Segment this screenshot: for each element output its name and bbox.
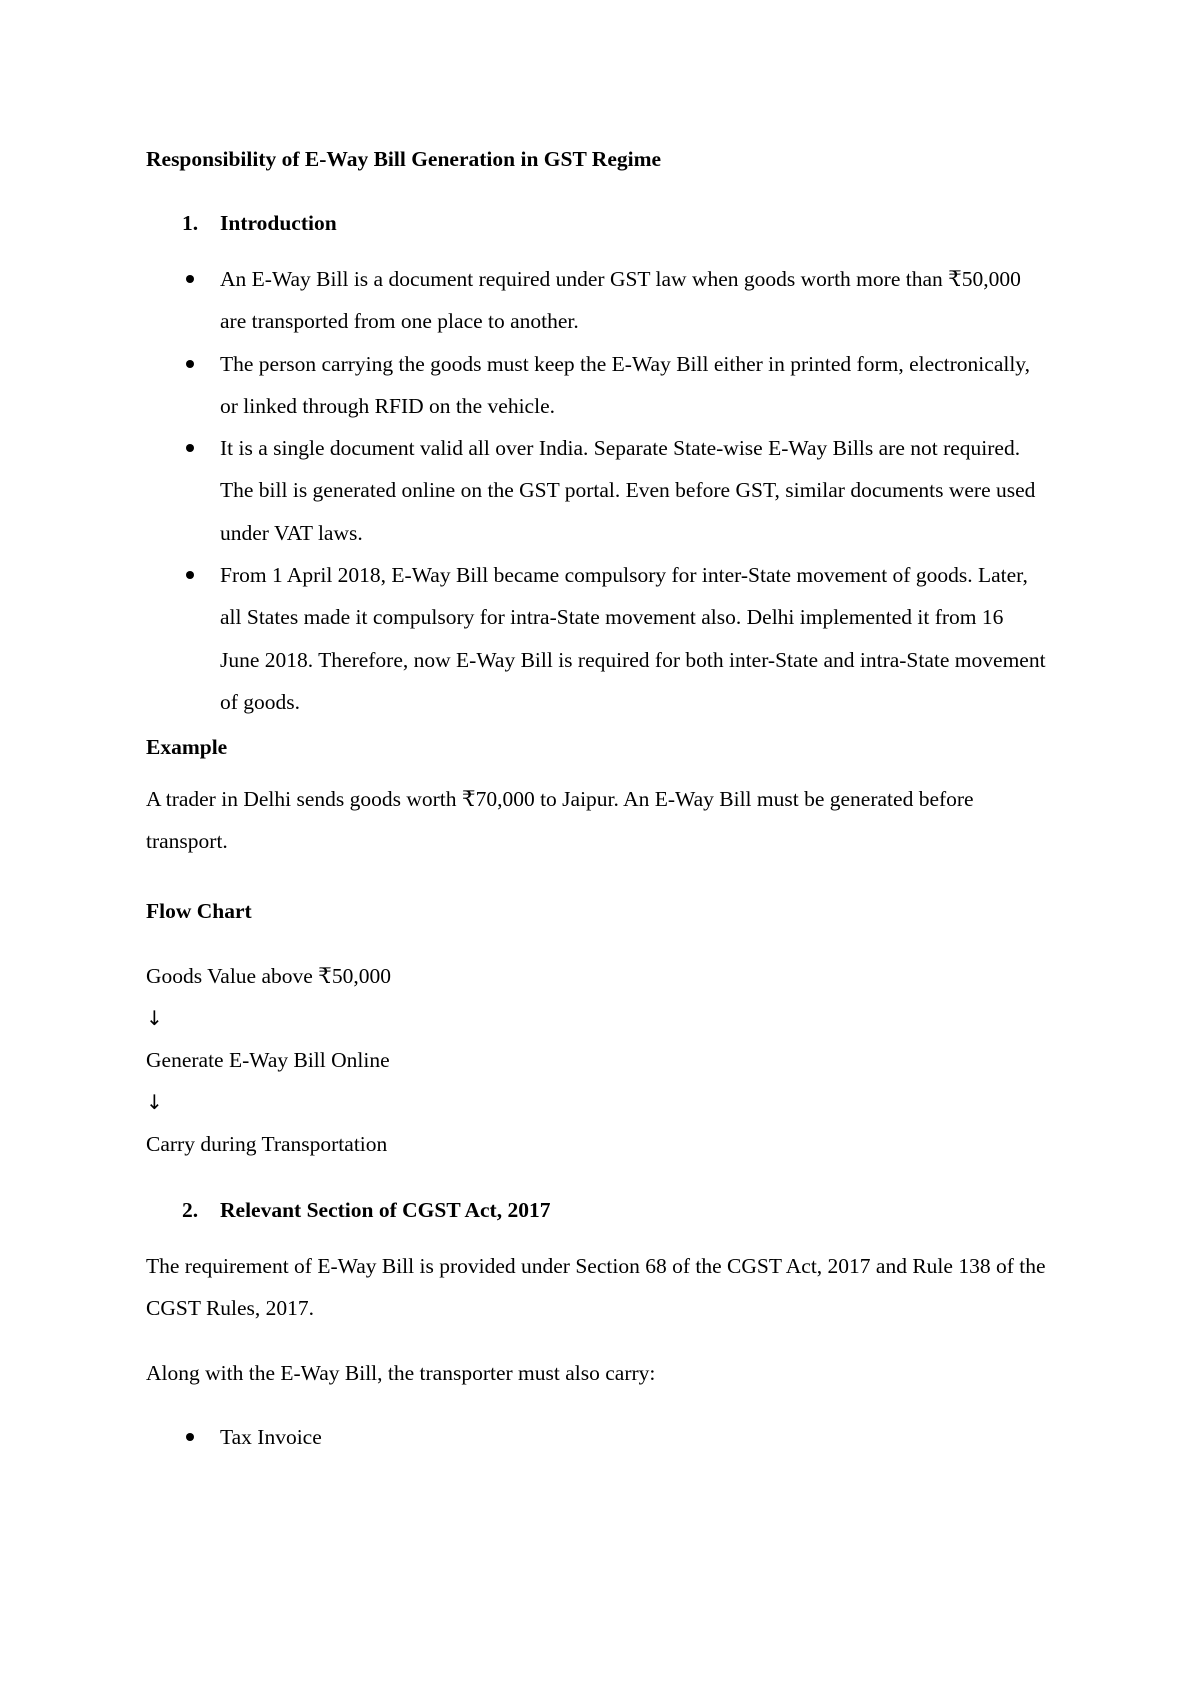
example-heading: Example bbox=[146, 735, 228, 759]
section-2-paragraph-2: Along with the E-Way Bill, the transporter must also carry: bbox=[146, 1361, 656, 1385]
bullet-text: The person carrying the goods must keep the E-Way Bill either in printed form, electronically, or linked through RFID on the vehicle. bbox=[220, 351, 1031, 418]
flowchart-step-1: Goods Value above ₹50,000 bbox=[146, 964, 391, 988]
documents-bullet-list bbox=[146, 1416, 1046, 1458]
introduction-bullet-list bbox=[146, 258, 1046, 723]
section-1-heading bbox=[182, 211, 337, 236]
flowchart-step-3: Carry during Transportation bbox=[146, 1132, 388, 1156]
section-2-heading bbox=[182, 1198, 550, 1223]
section-1-number: 1. bbox=[182, 211, 199, 235]
bullet-icon bbox=[186, 275, 194, 283]
flowchart-step-2: Generate E-Way Bill Online bbox=[146, 1048, 390, 1072]
document-title: Responsibility of E-Way Bill Generation in GST Regime bbox=[146, 147, 662, 171]
bullet-text: From 1 April 2018, E-Way Bill became compulsory for inter-State movement of goods. Later, all States made it compulsory for intra-State movement also. Delhi implemented it from 16 June 2018. Therefore, now E-Way Bill is required for both inter-State and intra-State movement of goods. bbox=[220, 563, 1046, 714]
section-2-number: 2. bbox=[182, 1198, 199, 1222]
down-arrow-icon: ↓ bbox=[146, 1090, 163, 1114]
bullet-text: Tax Invoice bbox=[220, 1425, 322, 1449]
document-page bbox=[146, 0, 1066, 1696]
bullet-icon bbox=[186, 360, 194, 368]
down-arrow-icon: ↓ bbox=[146, 1006, 163, 1030]
section-1-title: Introduction bbox=[220, 211, 337, 235]
list-item bbox=[146, 1416, 1046, 1458]
list-item bbox=[146, 343, 1046, 428]
bullet-text: It is a single document valid all over India. Separate State-wise E-Way Bills are not required. The bill is generated online on the GST portal. Even before GST, similar documents were used under VAT laws. bbox=[220, 436, 1036, 545]
list-item bbox=[146, 258, 1046, 343]
list-item bbox=[146, 554, 1046, 723]
section-2-title: Relevant Section of CGST Act, 2017 bbox=[220, 1198, 551, 1222]
bullet-text: An E-Way Bill is a document required under GST law when goods worth more than ₹50,000 are transported from one place to another. bbox=[220, 267, 1021, 334]
bullet-icon bbox=[186, 1433, 194, 1441]
flowchart-heading: Flow Chart bbox=[146, 899, 252, 923]
bullet-icon bbox=[186, 571, 194, 579]
example-text: A trader in Delhi sends goods worth ₹70,000 to Jaipur. An E-Way Bill must be generated before transport. bbox=[146, 787, 974, 854]
list-item bbox=[146, 427, 1046, 554]
section-2-paragraph-1: The requirement of E-Way Bill is provided under Section 68 of the CGST Act, 2017 and Rule 138 of the CGST Rules, 2017. bbox=[146, 1254, 1046, 1321]
bullet-icon bbox=[186, 444, 194, 452]
